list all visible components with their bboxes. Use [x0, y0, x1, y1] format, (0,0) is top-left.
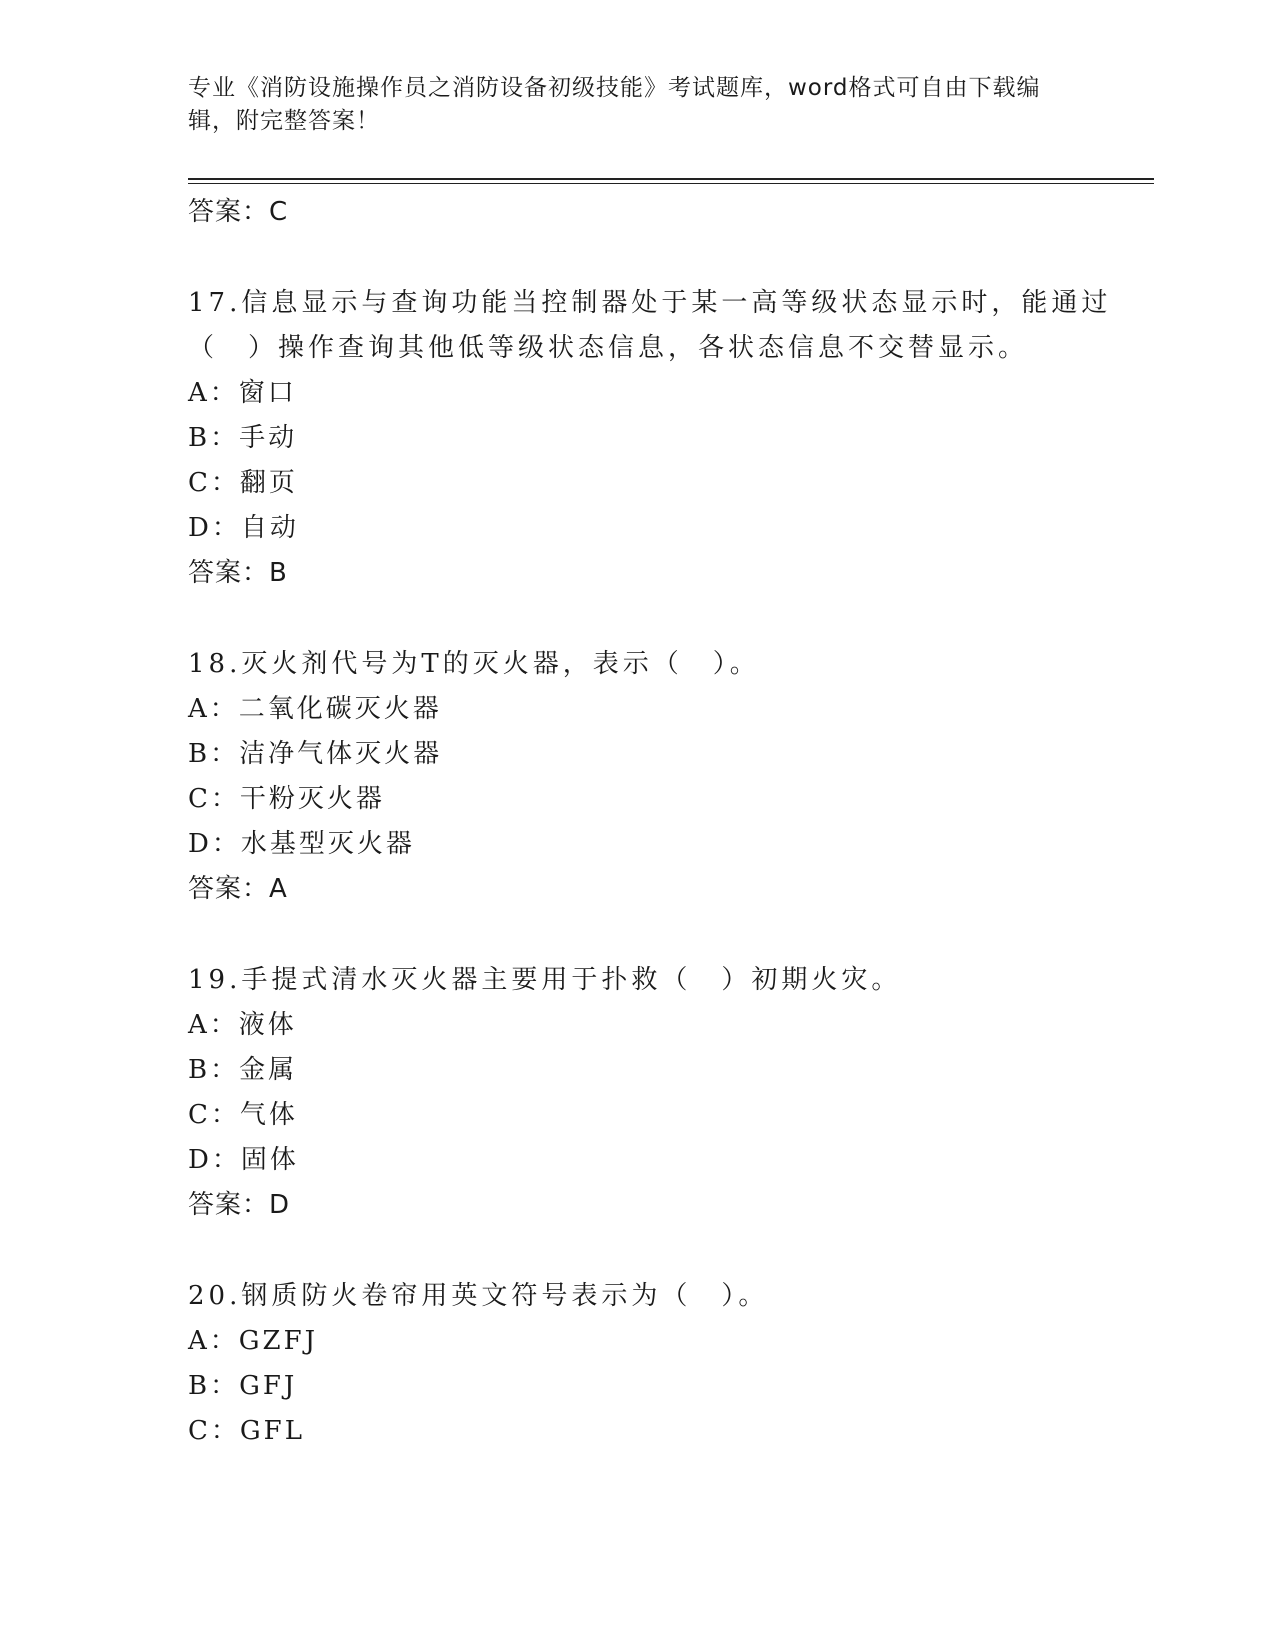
question-17-stem-line-1: 17.信息显示与查询功能当控制器处于某一高等级状态显示时，能通过 [188, 288, 1112, 318]
question-17 [188, 281, 1112, 596]
question-20-stem-line-1: 20.钢质防火卷帘用英文符号表示为（ ）。 [188, 1281, 769, 1311]
header-divider-thin [188, 183, 1154, 184]
question-19-option-a: A：液体 [188, 1010, 297, 1040]
question-17-option-b: B：手动 [188, 423, 298, 453]
question-list [188, 190, 1112, 1454]
header-line-1: 专业《消防设施操作员之消防设备初级技能》考试题库，word格式可自由下载编 [188, 75, 1041, 101]
question-19-option-d: D：固体 [188, 1145, 299, 1175]
question-20-option-a: A：GZFJ [188, 1326, 319, 1356]
question-17-option-d: D：自动 [188, 513, 299, 543]
question-18-option-d: D：水基型灭火器 [188, 829, 415, 859]
question-19 [188, 958, 1088, 1228]
question-18-answer: 答案：A [188, 874, 288, 904]
question-17-stem-line-2: （ ）操作查询其他低等级状态信息，各状态信息不交替显示。 [188, 333, 1029, 363]
question-19-option-c: C：气体 [188, 1100, 298, 1130]
question-17-option-c: C：翻页 [188, 468, 298, 498]
question-20 [188, 1274, 1088, 1454]
header-line-2: 辑，附完整答案！ [188, 108, 380, 134]
question-17-answer: 答案：B [188, 558, 288, 588]
question-20-option-b: B：GFJ [188, 1371, 298, 1401]
question-20-option-c: C：GFL [188, 1416, 305, 1446]
question-18-option-a: A：二氧化碳灭火器 [188, 694, 442, 724]
question-19-option-b: B：金属 [188, 1055, 298, 1085]
question-18-option-c: C：干粉灭火器 [188, 784, 385, 814]
document-header [188, 72, 1088, 138]
question-18 [188, 642, 1088, 912]
answer-16: 答案：C [188, 197, 289, 227]
header-divider-thick [188, 178, 1154, 180]
question-19-answer: 答案：D [188, 1190, 291, 1220]
question-19-stem-line-1: 19.手提式清水灭火器主要用于扑救（ ）初期火灾。 [188, 965, 902, 995]
question-18-option-b: B：洁净气体灭火器 [188, 739, 443, 769]
question-18-stem-line-1: 18.灭火剂代号为T的灭火器，表示（ ）。 [188, 649, 760, 679]
question-17-option-a: A：窗口 [188, 378, 297, 408]
